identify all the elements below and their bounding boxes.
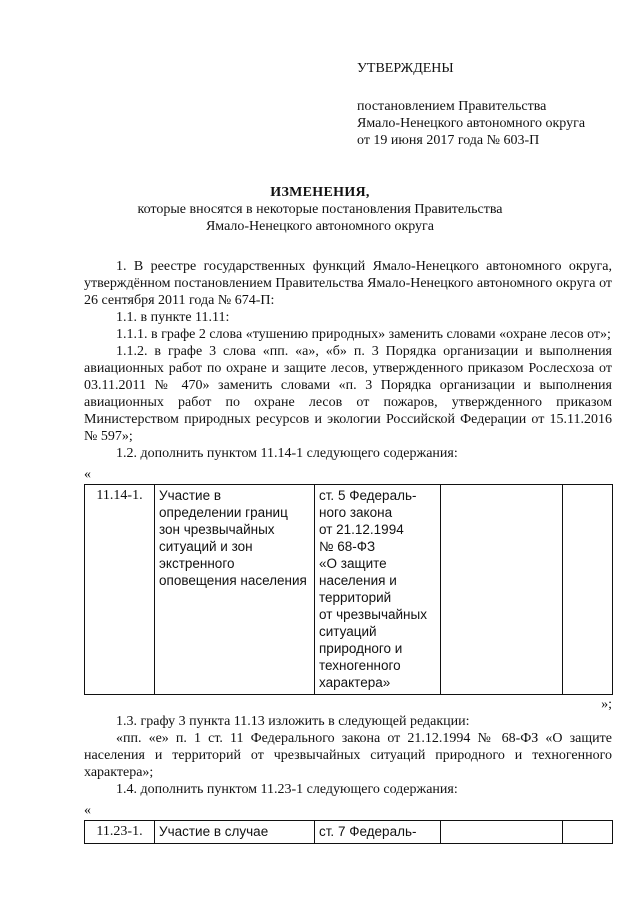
approval-line: Ямало-Ненецкого автономного округа xyxy=(357,116,586,131)
approval-line: постановлением Правительства xyxy=(357,99,547,114)
cell-line: № 68-ФЗ xyxy=(319,539,376,554)
insert-table-11-14-1 xyxy=(84,484,613,695)
table-cell-number: 11.23-1. xyxy=(85,821,155,844)
document-title xyxy=(0,184,640,235)
quote-open-mark: « xyxy=(84,803,91,818)
table-cell-empty xyxy=(441,485,563,695)
quote-close-mark: »; xyxy=(601,697,612,712)
cell-line: природного и xyxy=(319,641,403,656)
cell-line: техногенного xyxy=(319,658,401,673)
cell-line: ст. 5 Федераль- xyxy=(319,488,417,503)
paragraph-1-1-1: 1.1.1. в графе 2 слова «тушению природных» заменить словами «охране лесов от»; xyxy=(116,327,611,342)
cell-line: населения и xyxy=(319,573,397,588)
document-body xyxy=(84,258,612,844)
table-row xyxy=(85,485,613,695)
quote-open-mark: « xyxy=(84,467,91,482)
cell-line: экстренного xyxy=(159,556,235,571)
cell-line: ситуаций xyxy=(319,624,377,639)
table-row xyxy=(85,821,613,844)
table-cell-number: 11.14-1. xyxy=(85,485,155,695)
cell-line: зон чрезвычайных xyxy=(159,522,275,537)
paragraph-1-1-2: 1.1.2. в графе 3 слова «пп. «а», «б» п. 3 Порядка организации и выполнения авиационных работ по охране и защите лесов, утвержденного приказом Рослесхоза от 03.11.2011 № 470» заменить словами «п. 3 Порядка организации и выполнения авиационных работ по охране лесов от пожаров, утвержденного приказом Министерством природных ресурсов и экологии Российской Федерации от 15.11.2016 № 597»; xyxy=(84,344,612,444)
approval-stamp xyxy=(357,60,585,149)
table-cell-empty xyxy=(563,821,613,844)
insert-table-11-23-1 xyxy=(84,820,613,844)
table-cell-empty xyxy=(563,485,613,695)
cell-line: ного закона xyxy=(319,505,393,520)
cell-line: ситуаций и зон xyxy=(159,539,253,554)
paragraph-1-4: 1.4. дополнить пунктом 11.23-1 следующего содержания: xyxy=(116,782,458,797)
cell-line: Участие в xyxy=(159,488,222,503)
cell-line: характера» xyxy=(319,675,391,690)
title-main: ИЗМЕНЕНИЯ, xyxy=(270,185,370,200)
approval-line: от 19 июня 2017 года № 603-П xyxy=(357,133,540,148)
paragraph-1-1: 1.1. в пункте 11.11: xyxy=(116,310,230,325)
paragraph-1-3-text: «пп. «е» п. 1 ст. 11 Федерального закона от 21.12.1994 № 68-ФЗ «О защите населения и территорий от чрезвычайных ситуаций природного и техногенного характера»; xyxy=(84,731,612,780)
table-cell-empty xyxy=(441,821,563,844)
approval-heading: УТВЕРЖДЕНЫ xyxy=(357,61,454,76)
paragraph-1: 1. В реестре государственных функций Ямало-Ненецкого автономного округа, утверждённом постановлением Правительства Ямало-Ненецкого автономного округа от 26 сентября 2011 года № 674-П: xyxy=(84,259,612,308)
paragraph-1-2: 1.2. дополнить пунктом 11.14-1 следующего содержания: xyxy=(116,446,458,461)
table-cell-legal-basis xyxy=(315,485,441,695)
cell-line: оповещения населения xyxy=(159,573,307,588)
cell-line: от 21.12.1994 xyxy=(319,522,404,537)
table-cell-legal-basis: ст. 7 Федераль- xyxy=(315,821,441,844)
title-subtitle-line: Ямало-Ненецкого автономного округа xyxy=(205,219,435,234)
title-subtitle-line: которые вносятся в некоторые постановления Правительства xyxy=(137,202,503,217)
cell-line: от чрезвычайных xyxy=(319,607,427,622)
table-cell-function: Участие в случае xyxy=(155,821,315,844)
cell-line: «О защите xyxy=(319,556,387,571)
paragraph-1-3: 1.3. графу 3 пункта 11.13 изложить в следующей редакции: xyxy=(116,714,470,729)
table-cell-function xyxy=(155,485,315,695)
cell-line: территорий xyxy=(319,590,392,605)
cell-line: определении границ xyxy=(159,505,288,520)
